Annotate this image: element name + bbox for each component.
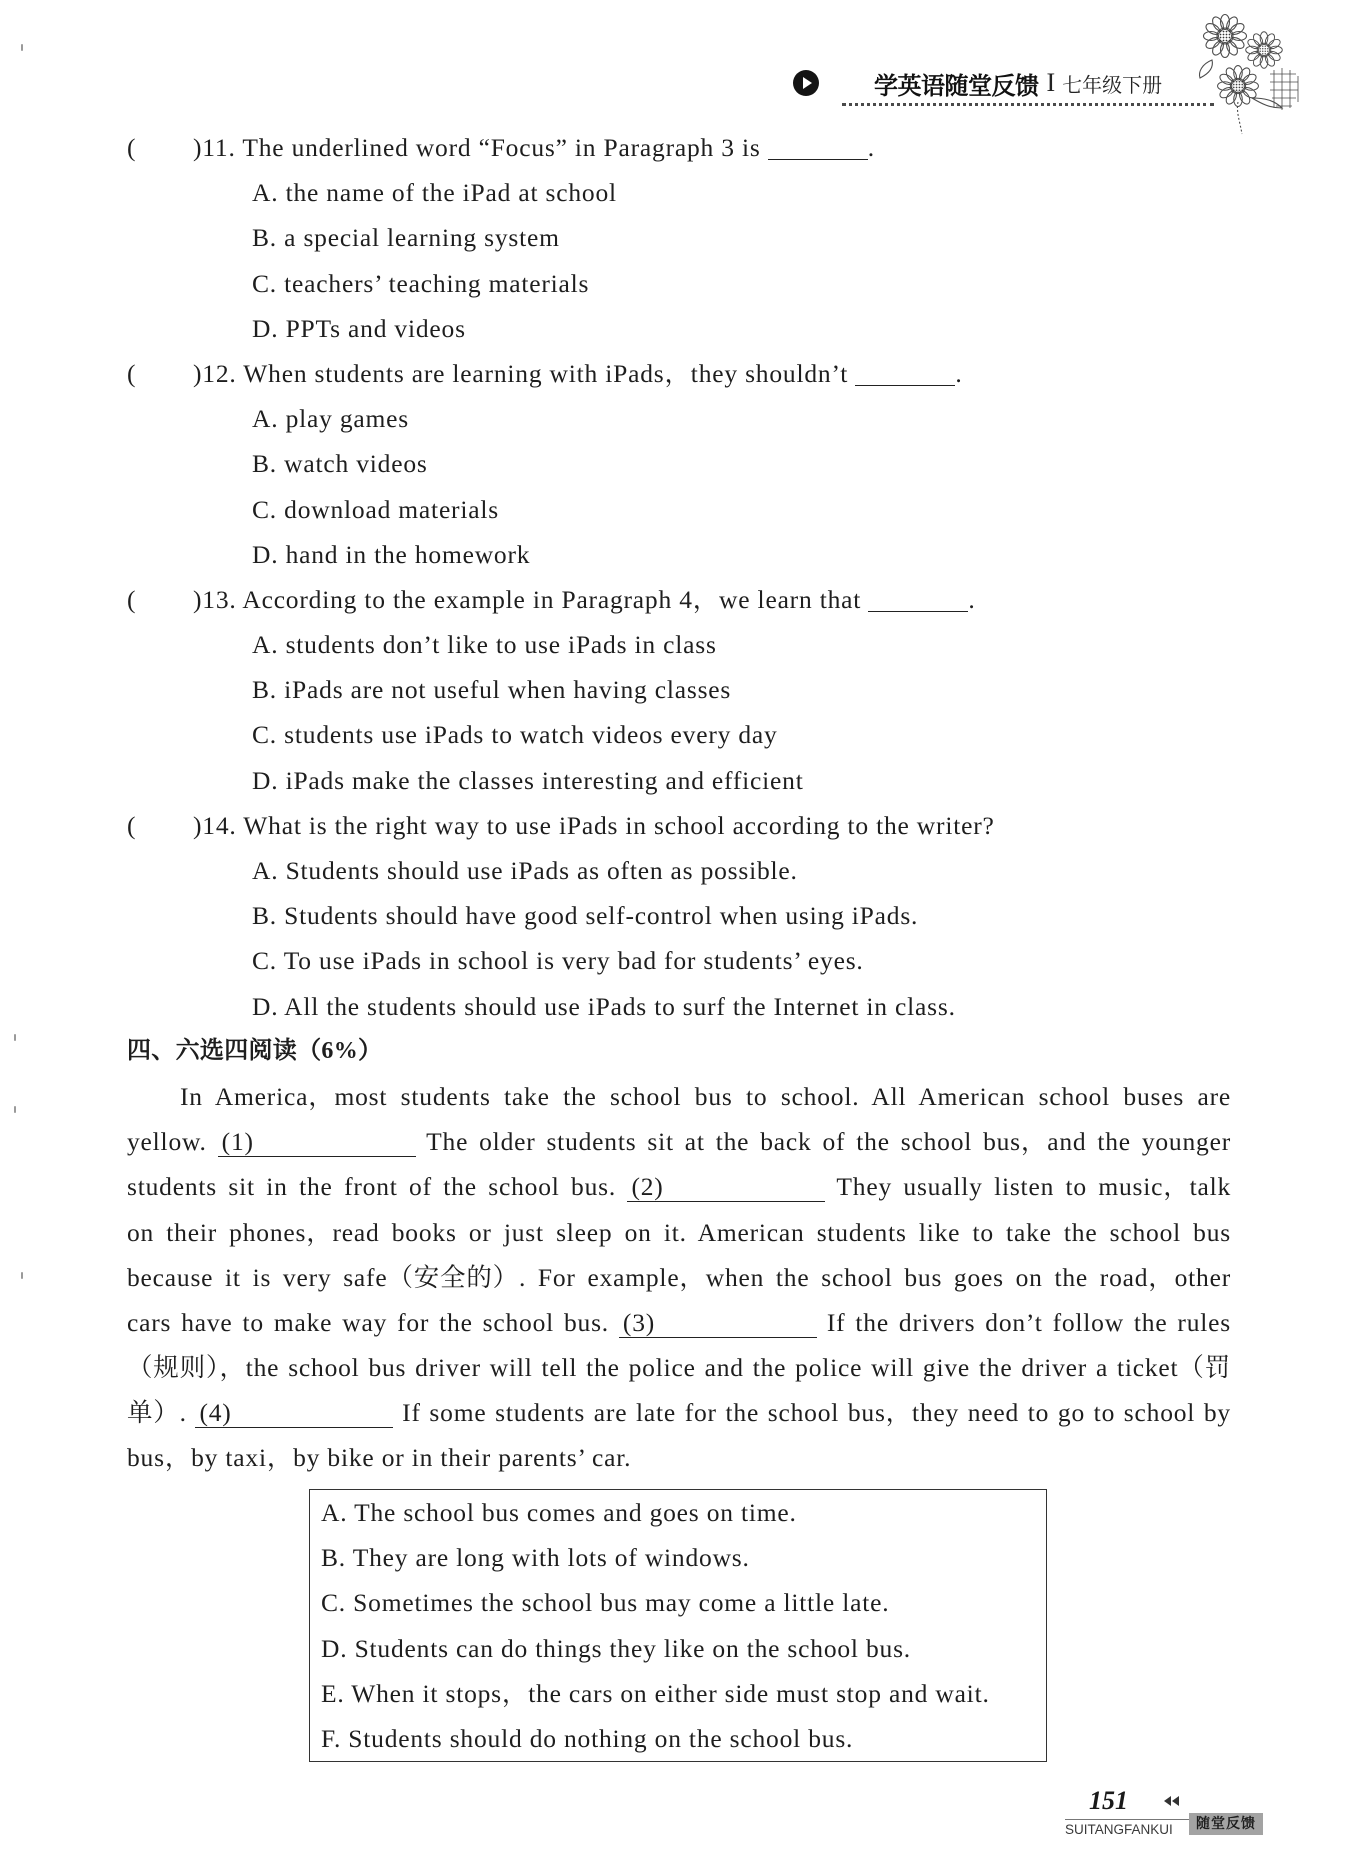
section-heading: 四、六选四阅读（6%） — [127, 1037, 383, 1064]
box-option-d: D. Students can do things they like on the school bus. — [321, 1633, 911, 1663]
passage-line-content — [127, 1300, 1231, 1345]
footer-brand: SUITANGFANKUI — [1065, 1822, 1173, 1837]
scan-speck — [21, 1272, 23, 1279]
passage-line-content — [127, 1119, 1231, 1164]
answer-bracket-close: ) — [193, 133, 203, 162]
box-option-e: E. When it stops，the cars on either side must stop and wait. — [321, 1678, 990, 1708]
passage-text: （规则），the school bus driver will tell the police and the police will give the driver a ticket（罚 — [127, 1353, 1231, 1383]
answer-blank-4: (4) — [195, 1399, 393, 1428]
question-end-punctuation: . — [867, 133, 875, 162]
question-stem: The underlined word “Focus” in Paragraph 3 is — [242, 133, 761, 162]
passage-line-5 — [127, 1255, 1231, 1300]
box-option-c: C. Sometimes the school bus may come a little late. — [321, 1588, 890, 1618]
answer-bracket-open: ( — [127, 810, 137, 840]
passage-line-content — [127, 1164, 1231, 1209]
sunflower-decoration-icon — [1192, 12, 1304, 136]
question-13-option-a: A. students don’t like to use iPads in class — [252, 630, 717, 660]
answer-bracket-open: ( — [127, 133, 137, 162]
passage-line-8 — [127, 1390, 1231, 1435]
answer-blank — [768, 156, 868, 160]
passage-text: yellow. — [127, 1127, 207, 1157]
question-number: 12. — [202, 358, 237, 388]
question-11-option-a: A. the name of the iPad at school — [252, 178, 617, 208]
passage-text: The older students sit at the back of the school bus，and the younger — [426, 1127, 1231, 1157]
passage-line-7 — [127, 1345, 1231, 1390]
answer-bracket-open: ( — [127, 358, 137, 388]
question-13-option-c: C. students use iPads to watch videos every day — [252, 720, 778, 750]
scan-speck — [14, 1034, 16, 1041]
grade-label: 七年级下册 — [1062, 72, 1163, 97]
question-12-option-d: D. hand in the homework — [252, 539, 531, 569]
passage-text: students sit in the front of the school bus. — [127, 1172, 617, 1202]
passage-text: If some students are late for the school bus，they need to go to school by — [402, 1398, 1231, 1428]
passage-text: cars have to make way for the school bus. — [127, 1307, 609, 1337]
question-12-option-b: B. watch videos — [252, 449, 428, 479]
question-end-punctuation: . — [955, 358, 963, 388]
question-number: 14. — [202, 810, 237, 840]
question-13 — [127, 577, 1231, 622]
answer-blank-2: (2) — [627, 1173, 825, 1202]
passage-text: because it is very safe（安全的）. For example，when the school bus goes on the road，other — [127, 1262, 1231, 1292]
play-circle-icon — [793, 70, 819, 96]
answer-blank — [855, 382, 955, 386]
question-stem: What is the right way to use iPads in school according to the writer? — [243, 810, 995, 840]
passage-text: If the drivers don’t follow the rules — [826, 1307, 1231, 1337]
question-number: 11. — [202, 133, 236, 162]
double-left-arrow-icon — [1164, 1796, 1184, 1806]
answer-bracket-open: ( — [127, 584, 137, 614]
question-12-option-c: C. download materials — [252, 494, 499, 524]
passage-line-9 — [127, 1435, 1231, 1480]
header-dotted-divider — [842, 103, 1214, 106]
question-stem: According to the example in Paragraph 4，we learn that — [242, 584, 862, 614]
question-13-option-d: D. iPads make the classes interesting and efficient — [252, 765, 804, 795]
question-number: 13. — [202, 584, 237, 614]
question-11-option-c: C. teachers’ teaching materials — [252, 268, 590, 298]
answer-blank-3: (3) — [619, 1309, 817, 1338]
passage-line-3 — [127, 1164, 1231, 1209]
scan-speck — [21, 44, 23, 51]
question-14-option-c: C. To use iPads in school is very bad for students’ eyes. — [252, 946, 864, 976]
question-stem: When students are learning with iPads，they shouldn’t — [243, 358, 849, 388]
passage-line-4 — [127, 1210, 1231, 1255]
passage-line-2 — [127, 1119, 1231, 1164]
box-option-a: A. The school bus comes and goes on time. — [321, 1498, 797, 1527]
question-end-punctuation: . — [968, 584, 976, 614]
box-option-f: F. Students should do nothing on the school bus. — [321, 1723, 854, 1753]
main-content — [127, 125, 1231, 1481]
answer-blank-1: (1) — [218, 1128, 416, 1157]
question-14-option-b: B. Students should have good self-control when using iPads. — [252, 901, 919, 931]
scan-speck — [14, 1106, 16, 1113]
answer-bracket-close: ) — [193, 810, 203, 840]
passage-line-content — [127, 1390, 1231, 1435]
box-option-b: B. They are long with lots of windows. — [321, 1543, 750, 1573]
question-11-option-d: D. PPTs and videos — [252, 313, 466, 343]
passage-line-6 — [127, 1300, 1231, 1345]
options-box — [309, 1489, 1047, 1762]
answer-blank — [868, 608, 968, 612]
question-11 — [127, 125, 1231, 170]
question-12 — [127, 351, 1231, 396]
question-14-option-a: A. Students should use iPads as often as possible. — [252, 856, 798, 885]
footer-badge: 随堂反馈 — [1189, 1813, 1263, 1835]
passage-text: 单）. — [127, 1398, 187, 1428]
question-12-option-a: A. play games — [252, 404, 409, 434]
passage-text: on their phones，read books or just sleep on it. American students like to take the school bus — [127, 1217, 1231, 1247]
answer-bracket-close: ) — [193, 358, 203, 388]
footer-rule — [1065, 1819, 1189, 1820]
passage-text: bus，by taxi，by bike or in their parents’ car. — [127, 1443, 632, 1473]
header-separator: I — [1046, 68, 1056, 97]
passage-text: In America，most students take the school bus to school. All American school buses are — [180, 1081, 1231, 1111]
question-14 — [127, 803, 1231, 848]
passage-text: They usually listen to music，talk — [836, 1172, 1232, 1202]
answer-bracket-close: ) — [193, 584, 203, 614]
passage-line-1 — [127, 1074, 1231, 1119]
question-14-option-d: D. All the students should use iPads to surf the Internet in class. — [252, 991, 956, 1021]
question-11-option-b: B. a special learning system — [252, 223, 560, 253]
series-title: 学英语随堂反馈 — [874, 71, 1039, 100]
question-13-option-b: B. iPads are not useful when having classes — [252, 675, 732, 705]
running-header — [874, 66, 1162, 100]
page-number: 151 — [1089, 1786, 1128, 1815]
